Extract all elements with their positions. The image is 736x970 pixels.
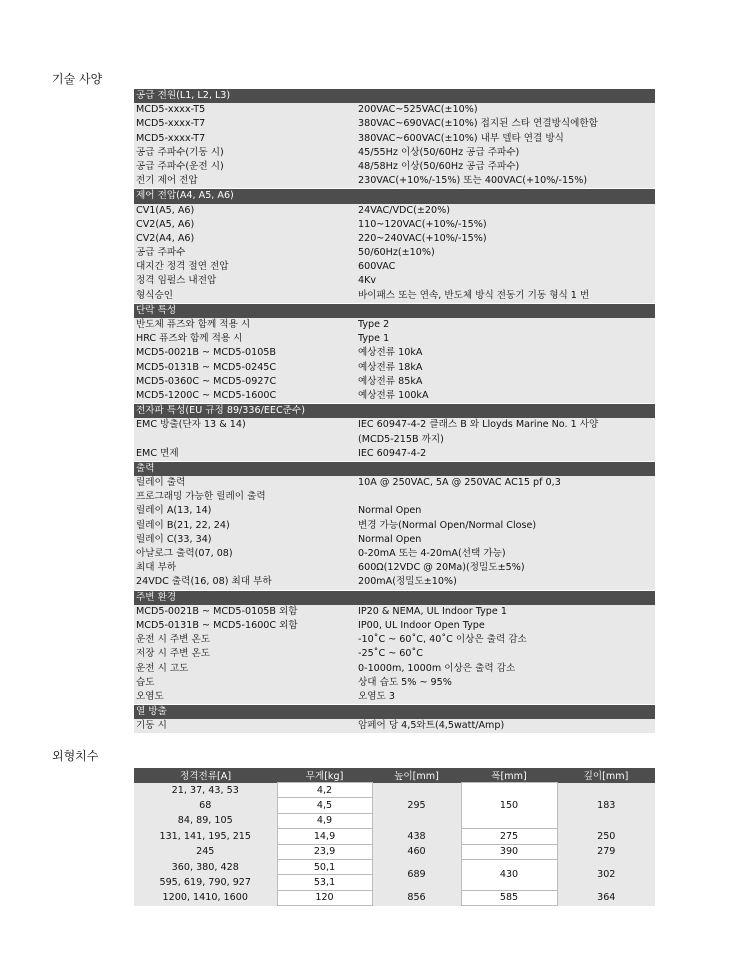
spec-value: IEC 60947-4-2 클래스 B 와 Lloyds Marine No. 1 사양 xyxy=(358,418,655,432)
spec-value: 오염도 3 xyxy=(358,690,655,705)
spec-value: 암페어 당 4,5와트(4,5watt/Amp) xyxy=(358,719,655,733)
section-header-label: 공급 전원(L1, L2, L3) xyxy=(134,89,655,104)
column-header: 높이[mm] xyxy=(372,768,461,783)
width: 430 xyxy=(461,859,557,890)
spec-label: MCD5-xxxx-T7 xyxy=(134,117,358,131)
spec-label: 최대 부하 xyxy=(134,561,358,575)
spec-label: MCD5-1200C ~ MCD5-1600C xyxy=(134,389,358,404)
spec-value: 예상전류 100kA xyxy=(358,389,655,404)
spec-value: 24VAC/VDC(±20%) xyxy=(358,204,655,218)
spec-label: 운전 시 고도 xyxy=(134,662,358,676)
spec-label: MCD5-0021B ~ MCD5-0105B 외함 xyxy=(134,605,358,619)
spec-section-header xyxy=(134,404,655,419)
rated-current: 68 xyxy=(134,798,277,813)
height: 689 xyxy=(372,859,461,890)
spec-value: 45/55Hz 이상(50/60Hz 공급 주파수) xyxy=(358,146,655,160)
table-row xyxy=(134,890,655,905)
spec-value: -10˚C ~ 60˚C, 40˚C 이상은 출력 감소 xyxy=(358,633,655,647)
spec-label: 반도체 퓨즈와 함께 적용 시 xyxy=(134,318,358,332)
depth: 364 xyxy=(557,890,655,905)
spec-label: 오염도 xyxy=(134,690,358,705)
spec-label: MCD5-0360C ~ MCD5-0927C xyxy=(134,375,358,389)
width: 150 xyxy=(461,783,557,829)
spec-row xyxy=(134,575,655,590)
depth: 183 xyxy=(557,783,655,829)
spec-label: 기동 시 xyxy=(134,719,358,733)
table-row xyxy=(134,859,655,874)
section-header-label: 출력 xyxy=(134,461,655,476)
dimensions-header-row xyxy=(134,768,655,783)
section-title-specs: 기술 사양 xyxy=(52,72,103,86)
spec-value: 50/60Hz(±10%) xyxy=(358,246,655,260)
rated-current: 21, 37, 43, 53 xyxy=(134,783,277,798)
spec-label: 저장 시 주변 온도 xyxy=(134,647,358,661)
spec-value: IP20 & NEMA, UL Indoor Type 1 xyxy=(358,605,655,619)
spec-value: 변경 가능(Normal Open/Normal Close) xyxy=(358,519,655,533)
dimensions-table xyxy=(134,768,655,906)
spec-value xyxy=(358,490,655,504)
rated-current: 360, 380, 428 xyxy=(134,859,277,874)
spec-row xyxy=(134,418,655,432)
rated-current: 84, 89, 105 xyxy=(134,813,277,828)
spec-value: 110~120VAC(+10%/-15%) xyxy=(358,218,655,232)
table-row xyxy=(134,783,655,798)
spec-row xyxy=(134,519,655,533)
spec-label: 공급 주파수(기동 시) xyxy=(134,146,358,160)
spec-label: 습도 xyxy=(134,676,358,690)
spec-label: 릴레이 C(33, 34) xyxy=(134,533,358,547)
depth: 250 xyxy=(557,829,655,844)
spec-section-header xyxy=(134,89,655,104)
spec-label: EMC 면제 xyxy=(134,447,358,462)
spec-label: 릴레이 B(21, 22, 24) xyxy=(134,519,358,533)
spec-row xyxy=(134,433,655,447)
rated-current: 595, 619, 790, 927 xyxy=(134,875,277,890)
weight: 14,9 xyxy=(277,829,372,844)
spec-value: -25˚C ~ 60˚C xyxy=(358,647,655,661)
table-row xyxy=(134,829,655,844)
section-header-label: 열 방출 xyxy=(134,705,655,720)
spec-row xyxy=(134,218,655,232)
weight: 4,5 xyxy=(277,798,372,813)
spec-table xyxy=(134,88,655,733)
spec-row xyxy=(134,561,655,575)
spec-row xyxy=(134,662,655,676)
section-header-label: 전자파 특성(EU 규정 89/336/EEC준수) xyxy=(134,404,655,419)
spec-label: 형식승인 xyxy=(134,289,358,304)
spec-row xyxy=(134,690,655,705)
weight: 120 xyxy=(277,890,372,905)
column-header: 정격전류[A] xyxy=(134,768,277,783)
spec-value: 4Kv xyxy=(358,274,655,288)
spec-row xyxy=(134,476,655,490)
section-title-dimensions: 외형치수 xyxy=(52,749,99,763)
spec-row xyxy=(134,719,655,733)
weight: 4,2 xyxy=(277,783,372,798)
spec-row xyxy=(134,274,655,288)
spec-value: Type 1 xyxy=(358,332,655,346)
depth: 279 xyxy=(557,844,655,859)
weight: 53,1 xyxy=(277,875,372,890)
spec-row xyxy=(134,332,655,346)
spec-row xyxy=(134,504,655,518)
spec-value: Type 2 xyxy=(358,318,655,332)
spec-value: 600Ω(12VDC @ 20Ma)(정밀도±5%) xyxy=(358,561,655,575)
spec-label: MCD5-xxxx-T7 xyxy=(134,132,358,146)
spec-row xyxy=(134,174,655,189)
spec-value: (MCD5-215B 까지) xyxy=(358,433,655,447)
spec-section-header xyxy=(134,590,655,605)
spec-row xyxy=(134,389,655,404)
spec-value: 380VAC~690VAC(±10%) 접지된 스타 연결방식에한함 xyxy=(358,117,655,131)
spec-value: 10A @ 250VAC, 5A @ 250VAC AC15 pf 0,3 xyxy=(358,476,655,490)
spec-value: 상대 습도 5% ~ 95% xyxy=(358,676,655,690)
spec-row xyxy=(134,260,655,274)
spec-label: MCD5-0021B ~ MCD5-0105B xyxy=(134,346,358,360)
width: 585 xyxy=(461,890,557,905)
spec-label: 공급 주파수 xyxy=(134,246,358,260)
width: 275 xyxy=(461,829,557,844)
spec-label: CV2(A4, A6) xyxy=(134,232,358,246)
spec-value: 200VAC~525VAC(±10%) xyxy=(358,103,655,117)
weight: 23,9 xyxy=(277,844,372,859)
spec-row xyxy=(134,547,655,561)
spec-label: 릴레이 A(13, 14) xyxy=(134,504,358,518)
spec-label: CV1(A5, A6) xyxy=(134,204,358,218)
height: 856 xyxy=(372,890,461,905)
rated-current: 131, 141, 195, 215 xyxy=(134,829,277,844)
column-header: 폭[mm] xyxy=(461,768,557,783)
spec-section-header xyxy=(134,461,655,476)
width: 390 xyxy=(461,844,557,859)
spec-label: 공급 주파수(운전 시) xyxy=(134,160,358,174)
spec-value: IEC 60947-4-2 xyxy=(358,447,655,462)
spec-section-header xyxy=(134,303,655,318)
spec-row xyxy=(134,447,655,462)
spec-row xyxy=(134,647,655,661)
section-header-label: 주변 환경 xyxy=(134,590,655,605)
spec-value: IP00, UL Indoor Open Type xyxy=(358,619,655,633)
table-row xyxy=(134,844,655,859)
spec-label: HRC 퓨즈와 함께 적용 시 xyxy=(134,332,358,346)
spec-value: Normal Open xyxy=(358,504,655,518)
spec-row xyxy=(134,103,655,117)
spec-value: 0-1000m, 1000m 이상은 출력 감소 xyxy=(358,662,655,676)
spec-value: Normal Open xyxy=(358,533,655,547)
spec-label: 전기 제어 전압 xyxy=(134,174,358,189)
spec-row xyxy=(134,117,655,131)
column-header: 무게[kg] xyxy=(277,768,372,783)
spec-row xyxy=(134,533,655,547)
spec-label: 프로그래밍 가능한 릴레이 출력 xyxy=(134,490,358,504)
spec-label: 아날로그 출력(07, 08) xyxy=(134,547,358,561)
spec-label: 운전 시 주변 온도 xyxy=(134,633,358,647)
height: 438 xyxy=(372,829,461,844)
spec-value: 예상전류 10kA xyxy=(358,346,655,360)
spec-row xyxy=(134,676,655,690)
spec-row xyxy=(134,289,655,304)
rated-current: 245 xyxy=(134,844,277,859)
spec-value: 380VAC~600VAC(±10%) 내부 델타 연결 방식 xyxy=(358,132,655,146)
spec-label: 릴레이 출력 xyxy=(134,476,358,490)
spec-row xyxy=(134,160,655,174)
spec-value: 230VAC(+10%/-15%) 또는 400VAC(+10%/-15%) xyxy=(358,174,655,189)
spec-label: 24VDC 출력(16, 08) 최대 부하 xyxy=(134,575,358,590)
height: 295 xyxy=(372,783,461,829)
spec-row xyxy=(134,146,655,160)
spec-label: CV2(A5, A6) xyxy=(134,218,358,232)
spec-label: MCD5-0131B ~ MCD5-1600C 외함 xyxy=(134,619,358,633)
spec-value: 220~240VAC(+10%/-15%) xyxy=(358,232,655,246)
spec-label: MCD5-xxxx-T5 xyxy=(134,103,358,117)
spec-label: EMC 방출(단자 13 & 14) xyxy=(134,418,358,432)
spec-value: 48/58Hz 이상(50/60Hz 공급 주파수) xyxy=(358,160,655,174)
spec-section-header xyxy=(134,189,655,204)
spec-value: 600VAC xyxy=(358,260,655,274)
spec-row xyxy=(134,232,655,246)
spec-value: 예상전류 85kA xyxy=(358,375,655,389)
column-header: 깊이[mm] xyxy=(557,768,655,783)
spec-row xyxy=(134,204,655,218)
spec-row xyxy=(134,605,655,619)
spec-value: 바이패스 또는 연속, 반도체 방식 전동기 기동 형식 1 번 xyxy=(358,289,655,304)
spec-row xyxy=(134,246,655,260)
weight: 50,1 xyxy=(277,859,372,874)
depth: 302 xyxy=(557,859,655,890)
height: 460 xyxy=(372,844,461,859)
rated-current: 1200, 1410, 1600 xyxy=(134,890,277,905)
spec-value: 예상전류 18kA xyxy=(358,361,655,375)
weight: 4,9 xyxy=(277,813,372,828)
section-header-label: 단락 특성 xyxy=(134,303,655,318)
spec-value: 200mA(정밀도±10%) xyxy=(358,575,655,590)
section-header-label: 제어 전압(A4, A5, A6) xyxy=(134,189,655,204)
spec-value: 0-20mA 또는 4-20mA(선택 가능) xyxy=(358,547,655,561)
spec-row xyxy=(134,346,655,360)
spec-row xyxy=(134,318,655,332)
spec-row xyxy=(134,633,655,647)
spec-row xyxy=(134,361,655,375)
spec-section-header xyxy=(134,705,655,720)
spec-row xyxy=(134,132,655,146)
spec-label: 대지간 정격 절연 전압 xyxy=(134,260,358,274)
spec-label: MCD5-0131B ~ MCD5-0245C xyxy=(134,361,358,375)
spec-label: 정격 임펄스 내전압 xyxy=(134,274,358,288)
spec-label xyxy=(134,433,358,447)
spec-row xyxy=(134,375,655,389)
spec-row xyxy=(134,490,655,504)
spec-row xyxy=(134,619,655,633)
